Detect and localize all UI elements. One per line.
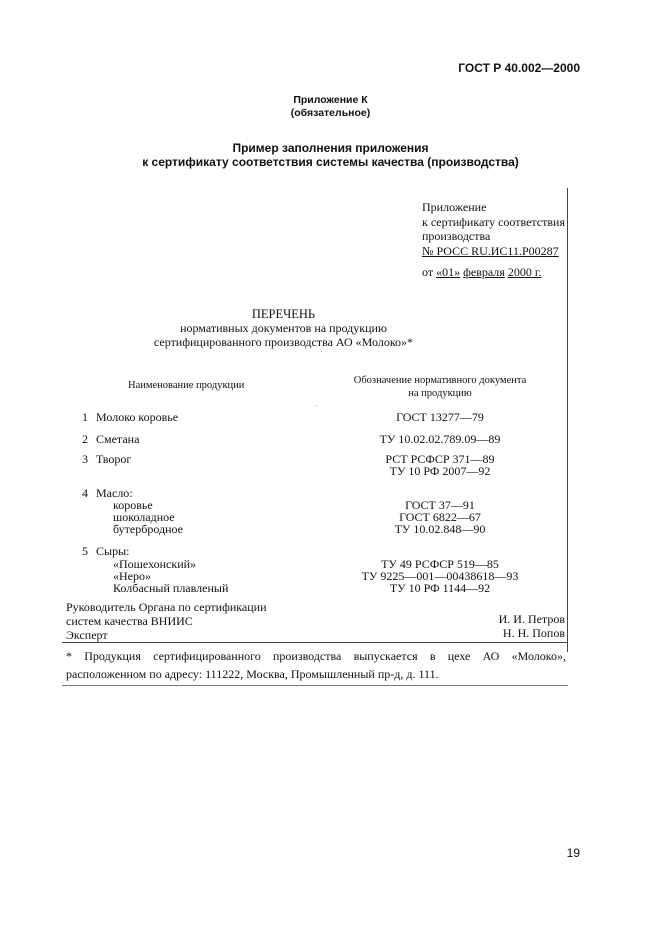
product-name: бутербродное [113, 522, 183, 536]
appendix-line-1: Приложение [422, 200, 487, 214]
head-name: И. И. Петров [498, 612, 565, 626]
product-name: Молоко коровье [96, 410, 179, 424]
product-column-header: Наименование продукции [128, 380, 245, 391]
row-number: 1 [82, 410, 88, 424]
appendix-date [422, 265, 541, 280]
product-name: Творог [96, 452, 132, 466]
list-title: ПЕРЕЧЕНЬ [251, 307, 316, 321]
product-name: «Пошехонский» [113, 557, 197, 571]
product-group-name: Масло: [96, 486, 133, 500]
row-number: 2 [82, 432, 88, 446]
product-name: коровье [113, 498, 153, 512]
annex-title: Приложение К [293, 94, 368, 106]
product-standard: ТУ 49 РСФСР 519—85 [381, 557, 499, 571]
date-prefix: от [422, 265, 434, 279]
row-number: 5 [82, 544, 88, 558]
document-column-header-line-2: на продукцию [408, 388, 472, 399]
product-group-name: Сыры: [96, 544, 130, 558]
page-number: 19 [566, 846, 580, 860]
product-standard: ГОСТ 6822—67 [399, 510, 481, 524]
product-standard: ТУ 10.02.02.789.09—89 [379, 432, 501, 446]
document-column-header-line-1: Обозначение нормативного документа [353, 375, 527, 386]
date-month: февраля [463, 265, 505, 279]
scan-dot [321, 351, 322, 352]
expert-name: Н. Н. Попов [502, 626, 565, 640]
product-name: Сметана [96, 432, 140, 446]
signatory-names [499, 612, 565, 640]
product-name: «Неро» [113, 569, 151, 583]
appendix-reference [422, 200, 565, 258]
product-standard: ГОСТ 37—91 [405, 498, 475, 512]
product-standard: ТУ 10 РФ 2007—92 [389, 464, 491, 478]
product-name: Колбасный плавленый [113, 581, 229, 595]
footnote-separator [62, 642, 568, 643]
row-number: 4 [82, 486, 88, 500]
head-title-line-1: Руководитель Органа по сертификации [66, 600, 267, 614]
signatories-block [66, 600, 267, 642]
form-frame-right-border [567, 188, 568, 652]
list-subtitle-line-2: сертифицированного производства АО «Молоко»* [153, 335, 414, 349]
example-title-line-2: к сертификату соответствия системы качества (производства) [142, 155, 519, 169]
form-frame-bottom-border [62, 685, 568, 686]
product-standard: ГОСТ 13277—79 [396, 410, 484, 424]
certificate-number: № РОСС RU.ИС11.Р00287 [422, 243, 559, 258]
appendix-line-2: к сертификату соответствия [422, 214, 565, 229]
document-column-header [330, 374, 550, 400]
footnote: * Продукция сертифицированного производства выпускается в цехе АО «Молоко», расположенном по адресу: 111222, Москва, Промышленный пр-д, д. 111. [66, 649, 566, 681]
list-subtitle [0, 321, 567, 349]
product-standard: РСТ РСФСР 371—89 [385, 452, 495, 466]
date-year: 2000 г. [507, 265, 542, 279]
date-day: «01» [436, 265, 461, 279]
row-number: 3 [82, 452, 88, 466]
example-title [0, 141, 661, 169]
list-subtitle-line-1: нормативных документов на продукцию [180, 321, 387, 335]
product-name: шоколадное [113, 510, 175, 524]
example-title-line-1: Пример заполнения приложения [232, 141, 429, 155]
appendix-line-3: производства [422, 229, 491, 243]
expert-title: Эксперт [66, 628, 108, 642]
annex-status: (обязательное) [290, 107, 371, 119]
product-standard: ТУ 10 РФ 1144—92 [389, 581, 491, 595]
scan-dot [316, 405, 317, 406]
document-code: ГОСТ Р 40.002—2000 [458, 61, 580, 75]
annex-heading [0, 94, 661, 120]
head-title-line-2: систем качества ВНИИС [66, 614, 193, 628]
product-standard: ТУ 9225—001—00438618—93 [361, 569, 519, 583]
product-standard: ТУ 10.02.848—90 [394, 522, 486, 536]
